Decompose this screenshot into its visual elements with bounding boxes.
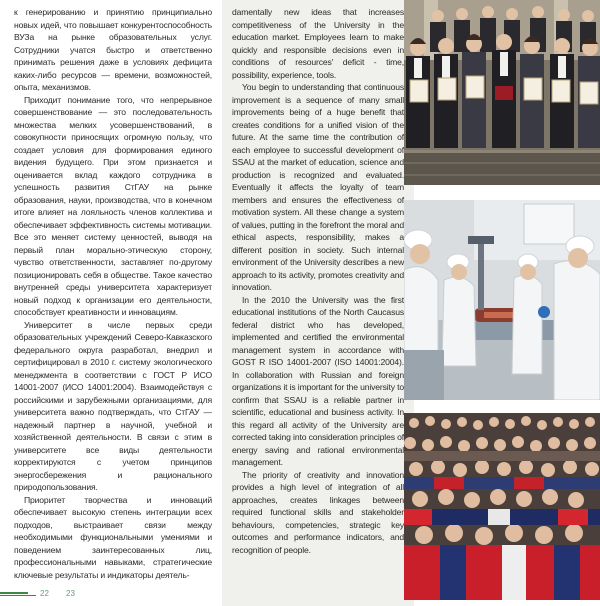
footer-accent-line xyxy=(0,595,36,596)
en-paragraph-4: The priority of creativity and innovation provides a high level of integration of all approaches, creates linkages between required functional skills and stakeholder behaviours, competencies, strategic key outcomes and performance indicators, and recognition of people. xyxy=(232,469,404,555)
footer-accent-bar xyxy=(0,592,28,594)
en-paragraph-1: damentally new ideas that increases competitiveness of the University in the education market. Employees learn to make quickly and responsible decisions even in conditions of resources' deficit - time, possibility, experience, tools. xyxy=(232,7,404,80)
russian-text-column xyxy=(14,0,212,580)
ru-paragraph-4: Приоритет творчества и инноваций обеспечивает высокую степень интеграции всех подходов, выстраивает связи между необходимыми функциональными умениями и поведением заинтересованных лиц, профессиональными навыками, стратегические ключевые результаты и индикаторы деятель- xyxy=(14,494,212,580)
en-paragraph-3: In the 2010 the University was the first educational institutions of the North Caucasus federal district who has developed, implemented and certified the environmental management system in accordance with GOST R ISO 14001-2007 (ISO 14001:2004). In collaboration with Russian and foreign organizations it is important for the university to confirm that SSAU is a reliable partner in scientific, educational and business activity. In this regard all activity of the University are corrected taking into consideration principles of energy saving and rational environmental management. xyxy=(232,294,404,467)
en-paragraph-2: You begin to understanding that continuous improvement is a sequence of many small improvements being of a huge benefit that creates conditions for a unified vision of the future. At the same time the contribution of each employee to successful development of SSAU at the market of education, science and production is recognized and evaluated. Eventually it affects the loyalty of team members and ensures the effectiveness of motivation system. All these change a system of values, putting in the forefront the moral and ethical aspects, responsibility, makes a different position in society. Such internal environment of the University describes a new approach to its activity, promotes creativity and innovation. xyxy=(232,82,404,292)
ru-paragraph-2: Приходит понимание того, что непрерывное совершенствование — это последовательность множества мелких усовершенствований, в совокупности приносящих огромную пользу, что создает условия для формирования единого видения будущего. При этом признается и оценивается вклад каждого сотрудника в успешность развития СтГАУ на рынке образования, науки, производства, что в конечном итоге влияет на лояльность членов коллектива и обеспечивает эффективность системы мотивации. Все это меняет систему ценностей, выводя на первый план морально-этическую сторону, чувство ответственности, заставляет по-другому позиционировать себя в обществе. Такое качество внутренней среды университета характеризует новый подход к организации его деятельности, способствует креативности и инновациям. xyxy=(14,94,212,317)
page-number-right: 23 xyxy=(66,589,75,598)
ru-paragraph-1: к генерированию и принятию принципиально новых идей, что повышает конкурентоспособность ВУЗа на рынке образовательных услуг. Сотрудники учатся быстро и ответственно принимать решения даже в условиях дефицита каких-либо ресурсов — времени, возможностей, опыта, механизмов. xyxy=(14,7,212,92)
page-footer xyxy=(0,584,220,600)
ru-paragraph-3: Университет в числе первых среди образовательных учреждений Северо-Кавказского федерального округа разработал, внедрил и сертифицировал в 2010 г. систему экологического менеджмента в соответствии с ГОСТ Р ИСО 14001-2007 (ИСО 14001:2004). Взаимодействуя с российскими и зарубежными организациями, для университета важно подтверждать, что СтГАУ — надежный партнер в научной, учебной и хозяйственной деятельности. В связи с этим в университете все виды деятельности корректируются с учетом принципов энергосбережения и рационального природопользования. xyxy=(14,319,212,492)
english-text-column xyxy=(222,0,414,606)
page-number-left: 22 xyxy=(40,589,49,598)
medical-lab-photo xyxy=(404,200,600,400)
students-crowd-photo xyxy=(404,413,600,600)
award-ceremony-photo xyxy=(404,0,600,185)
